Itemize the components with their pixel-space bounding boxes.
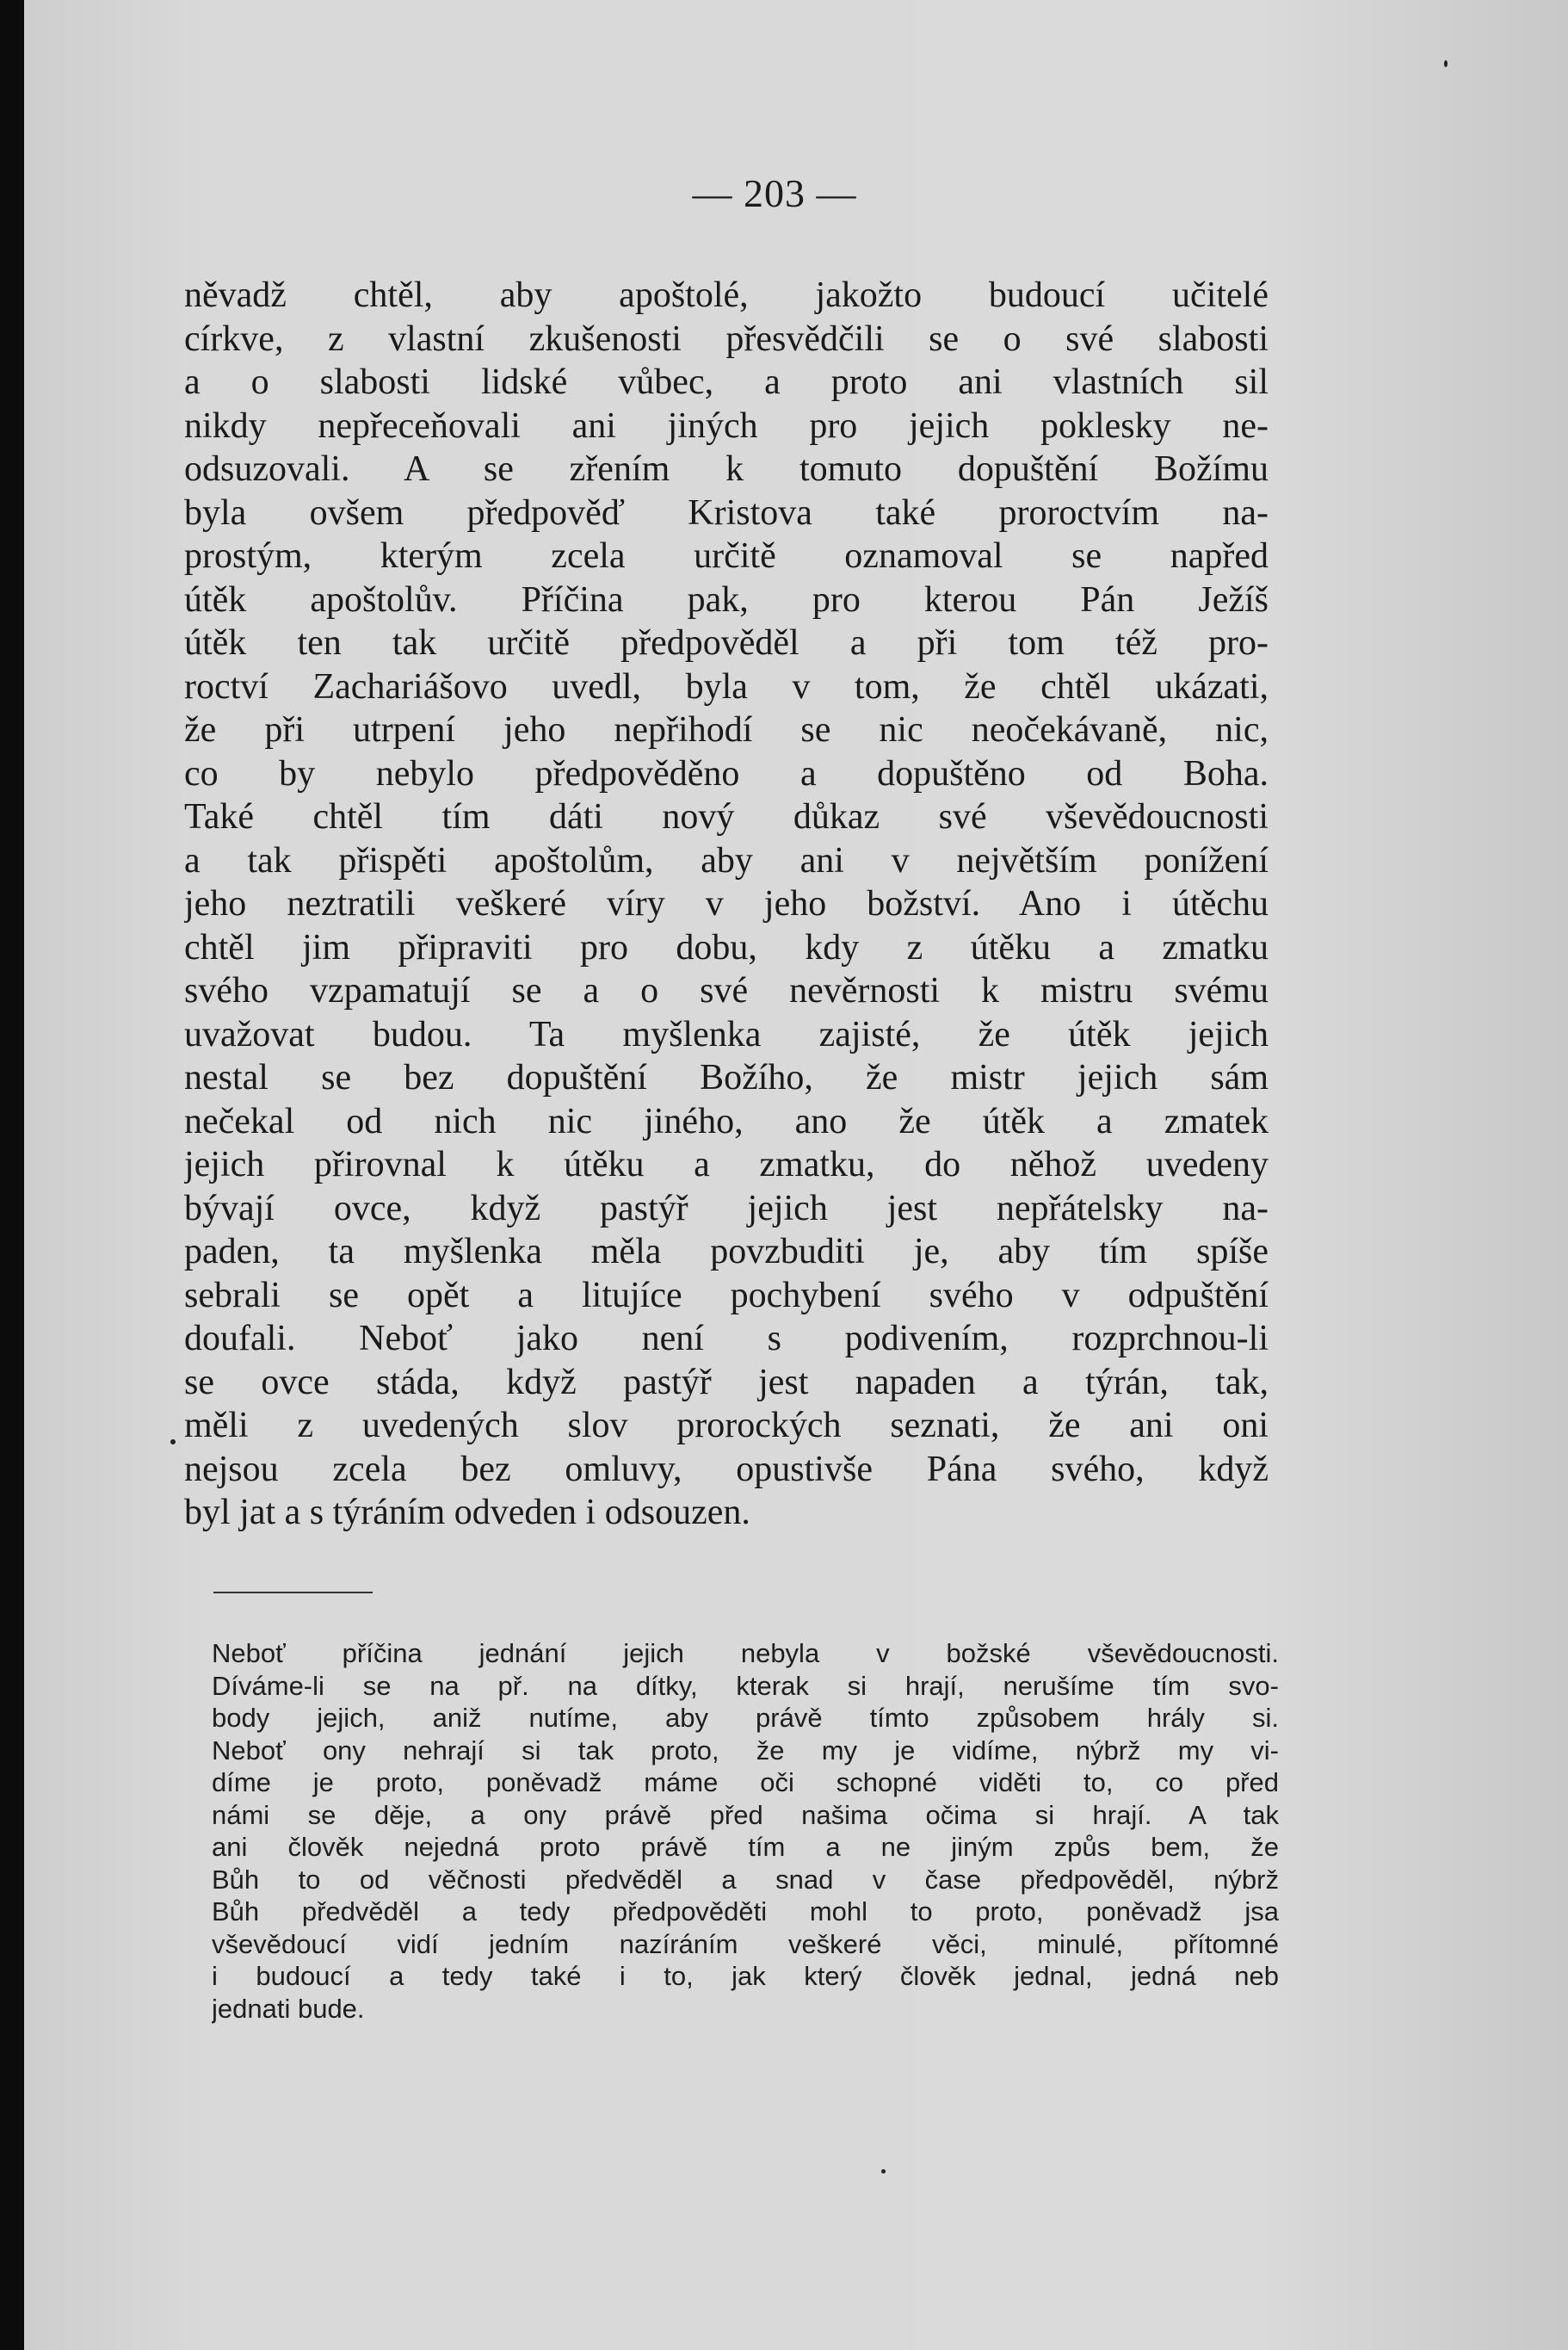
- text-line: roctví Zachariášovo uvedl, byla v tom, že chtěl ukázati,: [184, 666, 1269, 707]
- text-line: chtěl jim připraviti pro dobu, kdy z útěku a zmatku: [184, 927, 1269, 968]
- footnote-line: vševědoucí vidí jedním nazíráním veškeré věci, minulé, přítomné: [212, 1928, 1279, 1959]
- footnote-line: Neboť příčina jednání jejich nebyla v božské vševědoucnosti.: [212, 1638, 1279, 1668]
- scan-speck: [1444, 60, 1448, 67]
- footnote-line: jednati bude.: [212, 1993, 365, 2024]
- text-line: byl jat a s týráním odveden i odsouzen.: [184, 1493, 750, 1532]
- text-line: svého vzpamatují se a o své nevěrnosti k mistru svému: [184, 971, 1269, 1011]
- footnote-line: Neboť ony nehrají si tak proto, že my je vidíme, nýbrž my vi-: [212, 1735, 1279, 1766]
- text-line: uvažovat budou. Ta myšlenka zajisté, že útěk jejich: [184, 1014, 1269, 1054]
- text-line: jejich přirovnal k útěku a zmatku, do něhož uvedeny: [184, 1145, 1269, 1184]
- footnote-line: body jejich, aniž nutíme, aby právě tímto způsobem hrály si.: [212, 1703, 1279, 1733]
- text-line: že při utrpení jeho nepřihodí se nic neočekávaně, nic,: [184, 710, 1269, 750]
- text-line: bývají ovce, když pastýř jejich jest nepřátelsky na-: [184, 1188, 1269, 1228]
- main-text: [184, 274, 1269, 1535]
- footnote-line: i budoucí a tedy také i to, jak který člověk jednal, jedná neb: [212, 1961, 1279, 1991]
- text-line: nejsou zcela bez omluvy, opustivše Pána svého, když: [184, 1449, 1269, 1489]
- footnote-line: ani člověk nejedná proto právě tím a ne jiným způs bem, že: [212, 1832, 1279, 1862]
- scan-speck: [170, 1439, 176, 1444]
- text-line: sebrali se opět a litujíce pochybení svého v odpuštění: [184, 1275, 1269, 1315]
- footnote-line: Bůh předvěděl a tedy předpověděti mohl to proto, poněvadž jsa: [212, 1896, 1279, 1926]
- text-line: se ovce stáda, když pastýř jest napaden a týrán, tak,: [184, 1362, 1269, 1402]
- text-line: Také chtěl tím dáti nový důkaz své vševědoucnosti: [184, 797, 1269, 837]
- footnote-line: námi se děje, a ony právě před našima očima si hrají. A tak: [212, 1799, 1279, 1830]
- book-page: [24, 0, 1568, 2350]
- text-line: co by nebylo předpověděno a dopuštěno od Boha.: [184, 753, 1269, 794]
- text-line: odsuzovali. A se zřením k tomuto dopuštění Božímu: [184, 449, 1269, 489]
- footnote: [212, 1637, 1279, 2025]
- text-line: útěk ten tak určitě předpověděl a při tom též pro-: [184, 623, 1269, 663]
- scan-dark-edge: [0, 0, 24, 2350]
- text-line: nestal se bez dopuštění Božího, že mistr jejich sám: [184, 1058, 1269, 1098]
- page-number: — 203 —: [692, 171, 857, 215]
- footnote-line: díme je proto, poněvadž máme oči schopné viděti to, co před: [212, 1767, 1279, 1797]
- text-line: doufali. Neboť jako není s podivením, rozprchnou-li: [184, 1319, 1269, 1358]
- text-line: prostým, kterým zcela určitě oznamoval se napřed: [184, 536, 1269, 576]
- text-line: a tak přispěti apoštolům, aby ani v největším ponížení: [184, 840, 1269, 881]
- text-line: měli z uvedených slov prorockých seznati, že ani oni: [184, 1406, 1269, 1445]
- text-line: a o slabosti lidské vůbec, a proto ani vlastních sil: [184, 362, 1269, 402]
- text-line: paden, ta myšlenka měla povzbuditi je, aby tím spíše: [184, 1232, 1269, 1271]
- text-line: útěk apoštolův. Příčina pak, pro kterou Pán Ježíš: [184, 579, 1269, 620]
- text-line: nečekal od nich nic jiného, ano že útěk a zmatek: [184, 1101, 1269, 1141]
- footnote-line: Bůh to od věčnosti předvěděl a snad v čase předpověděl, nýbrž: [212, 1864, 1279, 1895]
- text-line: jeho neztratili veškeré víry v jeho božství. Ano i útěchu: [184, 884, 1269, 924]
- footnote-line: Díváme-li se na př. na dítky, kterak si hrají, nerušíme tím svo-: [212, 1670, 1279, 1701]
- text-line: něvadž chtěl, aby apoštolé, jakožto budoucí učitelé: [184, 275, 1269, 315]
- scan-speck: [881, 2169, 886, 2174]
- text-line: byla ovšem předpověď Kristova také proroctvím na-: [184, 492, 1269, 533]
- footnote-rule: [213, 1592, 373, 1593]
- text-line: církve, z vlastní zkušenosti přesvědčili se o své slabosti: [184, 318, 1269, 359]
- text-line: nikdy nepřeceňovali ani jiných pro jejich poklesky ne-: [184, 405, 1269, 446]
